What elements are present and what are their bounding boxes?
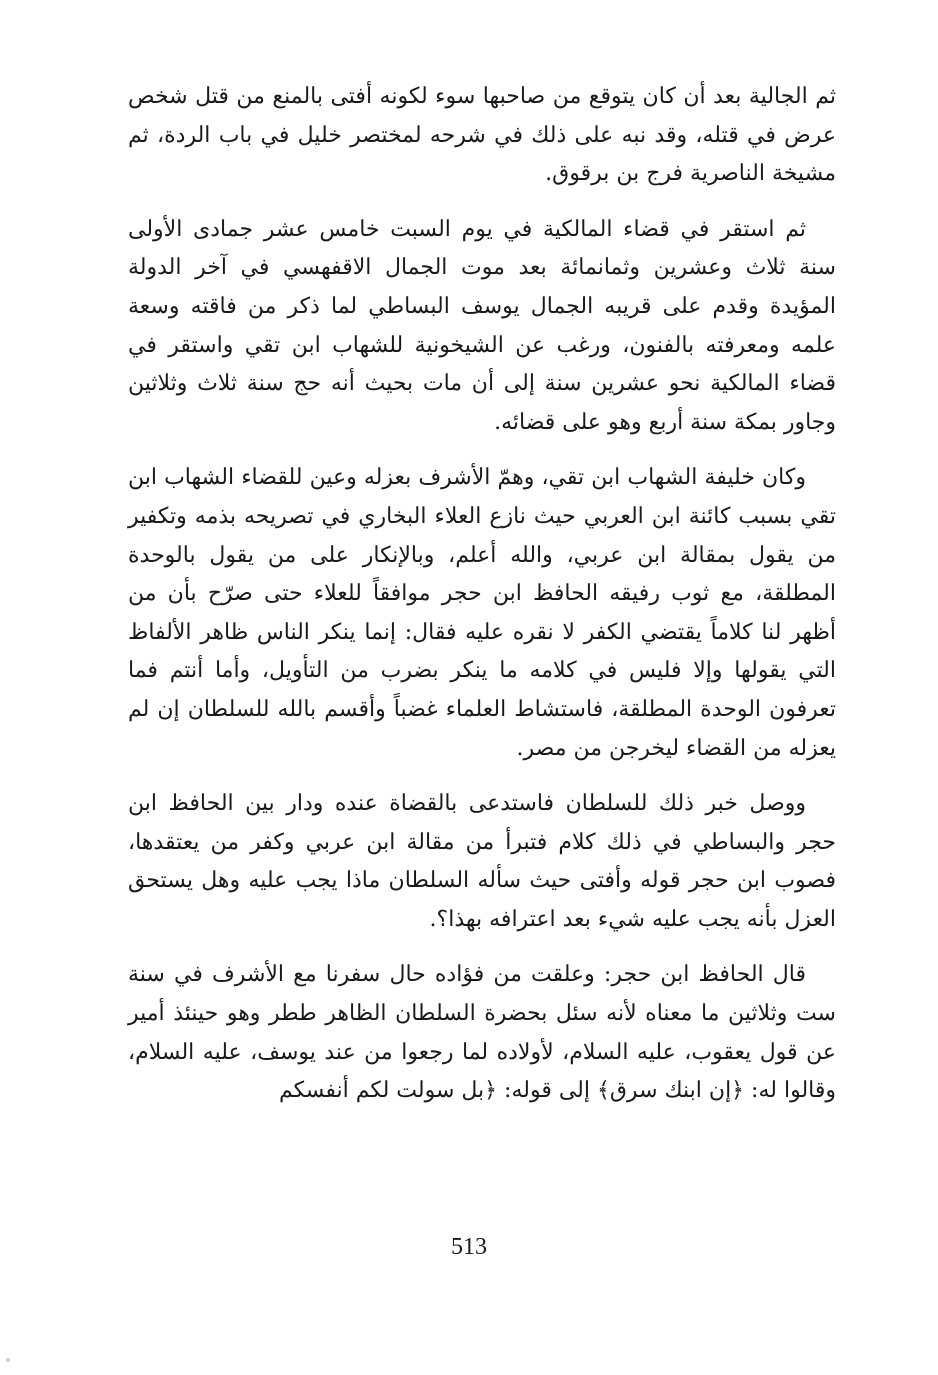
paragraph-5: قال الحافظ ابن حجر: وعلقت من فؤاده حال سفرنا مع الأشرف في سنة ست وثلاثين ما معناه لأنه سئل بحضرة السلطان الظاهر ططر وهو حينئذ أمير عن قول يعقوب، عليه السلام، لأولاده لما رجعوا من عند يوسف، عليه السلام، وقالوا له: ﴿إن ابنك سرق﴾ إلى قوله: ﴿بل سولت لكم أنفسكم	[128, 962, 836, 1104]
paragraph-1: ثم الجالية بعد أن كان يتوقع من صاحبها سوء لكونه أفتى بالمنع من قتل شخص عرض في قتله، وقد نبه على ذلك في شرحه لمختصر خليل في باب الردة، ثم مشيخة الناصرية فرج بن برقوق.	[128, 84, 836, 187]
scan-speck	[6, 1358, 10, 1362]
body-text	[128, 78, 836, 1128]
paragraph-4: ووصل خبر ذلك للسلطان فاستدعى بالقضاة عنده ودار بين الحافظ ابن حجر والبساطي في ذلك كلام فتبرأ من مقالة ابن عربي وكفر من يعتقدها، فصوب ابن حجر قوله وأفتى حيث سأله السلطان ماذا يجب عليه وهل يستحق العزل بأنه يجب عليه شيء بعد اعترافه بهذا؟.	[128, 791, 836, 932]
paragraph-2: ثم استقر في قضاء المالكية في يوم السبت خامس عشر جمادى الأولى سنة ثلاث وعشرين وثمانمائة بعد موت الجمال الاقفهسي في آخر الدولة المؤيدة وقدم على قريبه الجمال يوسف البساطي لما ذكر من فاقته وسعة علمه ومعرفته بالفنون، ورغب عن الشيخونية للشهاب ابن تقي واستقر في قضاء المالكية نحو عشرين سنة إلى أن مات بحيث أنه حج سنة ثلاث وثلاثين وجاور بمكة سنة أربع وهو على قضائه.	[128, 216, 836, 435]
page-number: 513	[451, 1234, 487, 1260]
paragraph-3: وكان خليفة الشهاب ابن تقي، وهمّ الأشرف بعزله وعين للقضاء الشهاب ابن تقي بسبب كائنة ابن العربي حيث نازع العلاء البخاري في تصريحه بذمه وتكفير من يقول بمقالة ابن عربي، والله أعلم، وبالإنكار على من يقول بالوحدة المطلقة، مع ثوب رفيقه الحافظ ابن حجر موافقاً للعلاء حتى صرّح بأن من أظهر لنا كلاماً يقتضي الكفر لا نقره عليه فقال: إنما ينكر الناس ظاهر الألفاظ التي يقولها وإلا فليس في كلامه ما ينكر بضرب من التأويل، وأما أنتم فما تعرفون الوحدة المطلقة، فاستشاط العلماء غضباً وأقسم بالله للسلطان إن لم يعزله من القضاء ليخرجن من مصر.	[128, 465, 836, 761]
